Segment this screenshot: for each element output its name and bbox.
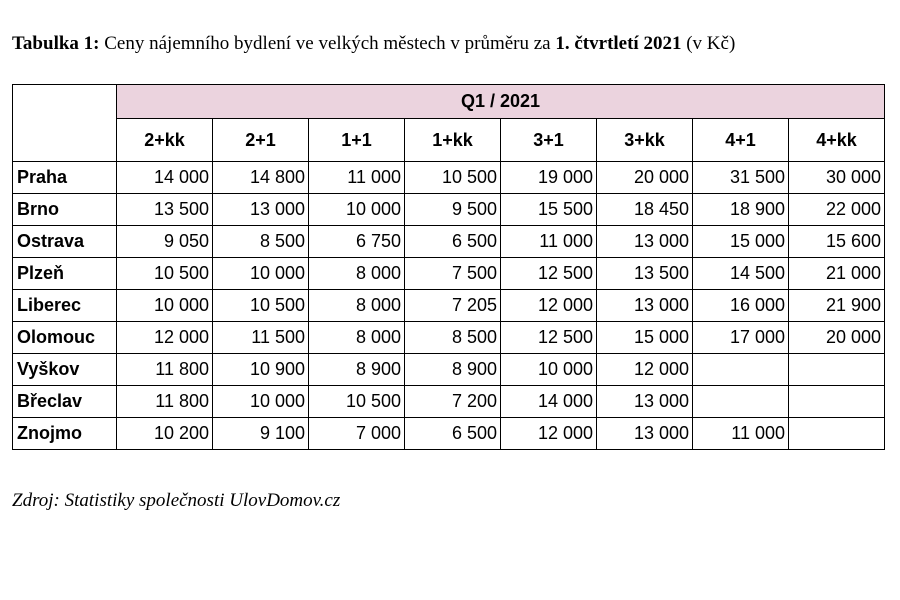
price-cell: 10 000 <box>213 258 309 290</box>
table-caption <box>12 33 735 55</box>
price-cell: 12 500 <box>501 322 597 354</box>
price-cell: 13 500 <box>597 258 693 290</box>
price-cell: 18 450 <box>597 194 693 226</box>
price-cell: 15 000 <box>597 322 693 354</box>
price-cell <box>693 386 789 418</box>
price-cell: 8 000 <box>309 290 405 322</box>
column-header: 1+1 <box>309 119 405 162</box>
price-cell: 13 000 <box>597 290 693 322</box>
price-cell: 10 000 <box>117 290 213 322</box>
price-cell: 9 100 <box>213 418 309 450</box>
price-cell: 6 750 <box>309 226 405 258</box>
column-header-row <box>13 119 885 162</box>
caption-unit: (v Kč) <box>686 33 736 54</box>
price-cell: 10 500 <box>309 386 405 418</box>
table-row <box>13 258 885 290</box>
price-cell: 10 500 <box>117 258 213 290</box>
price-cell: 30 000 <box>789 162 885 194</box>
table-row <box>13 386 885 418</box>
column-header: 4+1 <box>693 119 789 162</box>
price-cell: 12 000 <box>117 322 213 354</box>
price-cell: 8 500 <box>213 226 309 258</box>
city-name: Ostrava <box>13 226 117 258</box>
price-cell: 10 000 <box>213 386 309 418</box>
price-cell: 14 000 <box>501 386 597 418</box>
price-cell: 15 600 <box>789 226 885 258</box>
city-name: Plzeň <box>13 258 117 290</box>
period-header: Q1 / 2021 <box>117 85 885 119</box>
caption-label: Tabulka 1: <box>12 33 100 54</box>
price-cell: 10 900 <box>213 354 309 386</box>
price-cell: 10 000 <box>309 194 405 226</box>
price-cell: 9 050 <box>117 226 213 258</box>
price-cell: 14 800 <box>213 162 309 194</box>
corner-cell <box>13 85 117 162</box>
price-cell: 12 000 <box>501 418 597 450</box>
price-cell: 19 000 <box>501 162 597 194</box>
price-cell: 11 000 <box>693 418 789 450</box>
caption-text: Ceny nájemního bydlení ve velkých městech v průměru za <box>104 33 551 54</box>
source-note: Zdroj: Statistiky společnosti UlovDomov.cz <box>12 490 341 511</box>
column-header: 4+kk <box>789 119 885 162</box>
price-cell: 16 000 <box>693 290 789 322</box>
price-cell: 7 500 <box>405 258 501 290</box>
table-row <box>13 290 885 322</box>
price-cell: 12 500 <box>501 258 597 290</box>
table-row <box>13 322 885 354</box>
period-header-row <box>13 85 885 119</box>
price-cell <box>693 354 789 386</box>
rent-prices-table <box>12 84 885 450</box>
price-cell: 13 000 <box>597 386 693 418</box>
city-name: Znojmo <box>13 418 117 450</box>
city-name: Břeclav <box>13 386 117 418</box>
price-cell: 13 500 <box>117 194 213 226</box>
price-cell: 8 900 <box>309 354 405 386</box>
price-cell: 7 000 <box>309 418 405 450</box>
table-row <box>13 194 885 226</box>
price-cell: 12 000 <box>501 290 597 322</box>
city-name: Vyškov <box>13 354 117 386</box>
price-cell: 7 205 <box>405 290 501 322</box>
price-cell: 20 000 <box>597 162 693 194</box>
caption-period: 1. čtvrtletí 2021 <box>555 33 682 54</box>
price-cell: 11 000 <box>501 226 597 258</box>
price-cell: 6 500 <box>405 226 501 258</box>
price-cell: 11 800 <box>117 354 213 386</box>
column-header: 2+kk <box>117 119 213 162</box>
price-cell: 10 500 <box>405 162 501 194</box>
table-body <box>13 162 885 450</box>
price-cell: 7 200 <box>405 386 501 418</box>
price-cell: 18 900 <box>693 194 789 226</box>
price-cell: 8 000 <box>309 258 405 290</box>
price-cell: 21 000 <box>789 258 885 290</box>
table-row <box>13 418 885 450</box>
price-cell <box>789 418 885 450</box>
price-cell: 21 900 <box>789 290 885 322</box>
column-header: 3+1 <box>501 119 597 162</box>
price-cell: 10 200 <box>117 418 213 450</box>
price-cell: 15 500 <box>501 194 597 226</box>
table-row <box>13 226 885 258</box>
price-cell: 13 000 <box>597 418 693 450</box>
price-cell: 11 000 <box>309 162 405 194</box>
price-cell: 14 500 <box>693 258 789 290</box>
price-cell: 13 000 <box>597 226 693 258</box>
city-name: Brno <box>13 194 117 226</box>
price-cell <box>789 354 885 386</box>
price-cell: 8 900 <box>405 354 501 386</box>
city-name: Praha <box>13 162 117 194</box>
price-cell <box>789 386 885 418</box>
price-cell: 13 000 <box>213 194 309 226</box>
table-row <box>13 162 885 194</box>
column-header: 3+kk <box>597 119 693 162</box>
price-cell: 14 000 <box>117 162 213 194</box>
price-cell: 8 500 <box>405 322 501 354</box>
price-cell: 6 500 <box>405 418 501 450</box>
price-cell: 8 000 <box>309 322 405 354</box>
table-row <box>13 354 885 386</box>
price-cell: 17 000 <box>693 322 789 354</box>
price-cell: 22 000 <box>789 194 885 226</box>
price-cell: 10 500 <box>213 290 309 322</box>
price-cell: 11 800 <box>117 386 213 418</box>
column-header: 2+1 <box>213 119 309 162</box>
price-cell: 10 000 <box>501 354 597 386</box>
price-cell: 31 500 <box>693 162 789 194</box>
price-cell: 9 500 <box>405 194 501 226</box>
price-cell: 12 000 <box>597 354 693 386</box>
city-name: Olomouc <box>13 322 117 354</box>
price-cell: 15 000 <box>693 226 789 258</box>
price-cell: 11 500 <box>213 322 309 354</box>
price-cell: 20 000 <box>789 322 885 354</box>
column-header: 1+kk <box>405 119 501 162</box>
city-name: Liberec <box>13 290 117 322</box>
